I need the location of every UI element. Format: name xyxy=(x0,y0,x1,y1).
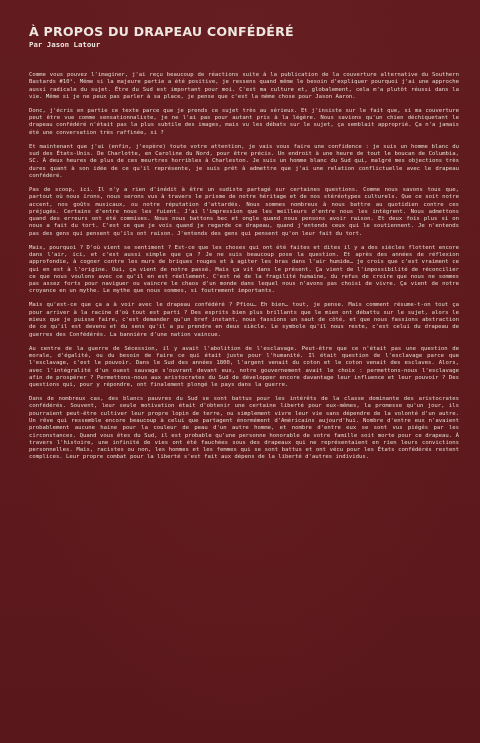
article-paragraph: Donc, j'écris en partie ce texte parce que je prends ce sujet très au sérieux. Et j'insiste sur le fait que, si ma couverture peut être vue comme sensationnaliste, je ne l'ai pas pour autant pris à la légère. Nous savions qu'un chien déchiquetant le drapeau confédéré n'était pas la plus subtile des images, mais vu les débats sur le sujet, ça semblait approprié. Ça n'a jamais été une conversation très raffinée, si ? xyxy=(29,107,459,136)
article-body xyxy=(29,72,459,468)
article-byline: Par Jason Latour xyxy=(29,40,101,49)
article-paragraph: Dans de nombreux cas, des blancs pauvres du Sud se sont battus pour les intérêts de la classe dominante des aristocrates confédérés. Souvent, leur seule motivation était d'obtenir une certaine liberté pour eux-mêmes, la promesse qu'un jour, ils pourraient peut-être cultiver leur propre lopin de terre, ou simplement vivre leur vie sans dépendre de la volonté d'un autre. Un rêve qui ressemble encore beaucoup à celui que partagent énormément d'Américains aujourd'hui. Nombre d'entre eux n'avaient probablement aucune haine pour la couleur de peau d'un autre homme, et nombre d'entre eux se sont vus piégés par les circonstances. Quand vous êtes du Sud, il est probable qu'une personne honorable de votre famille soit morte pour ce drapeau. À travers l'histoire, une infinité de vies ont été fauchées sous des drapeaux qui ne représentaient en rien leurs convictions personnelles. Mais, racistes ou non, les hommes et les femmes qui se sont battus et ont vécu pour les États confédérés restent complices. Leur propre combat pour la liberté s'est fait aux dépens de la liberté d'autres individus. xyxy=(29,396,459,461)
article-paragraph: Pas de scoop, ici. Il n'y a rien d'inédit à être un sudiste partagé sur certaines questions. Comme nous savons tous que, partout où nous irons, nous serons vus à travers le prisme de notre héritage et de nos stéréotypes culturels. Que ce soit notre accent, nos goûts musicaux, ou notre réputation d'attardés. Nous sommes nombreux à nous battre au quotidien contre ces préjugés. Certains d'entre nous les fuient. J'ai l'impression que les meilleurs d'entre nous les intègrent. Nous admettons quand des erreurs ont été commises. Nous nous battons bec et ongle quand nous pensons avoir raison. Et deux fois plus si on nous a fait du tort. C'est ce que je vois quand je regarde ce drapeau, quand j'entends ceux qui le soutiennent. Je n'entends pas des gens qui pensent qu'ils ont raison. J'entends des gens qui pensent qu'on leur fait du tort. xyxy=(29,186,459,237)
article-paragraph: Et maintenant que j'ai (enfin, j'espère) toute votre attention, je vais vous faire une confidence : je suis un homme blanc du sud des États-Unis. De Charlotte, en Caroline du Nord, pour être précis. Un endroit à une heure de tout le boucan de Columbia, SC. À deux heures de plus de ces meurtres horribles à Charleston. Je suis un homme blanc du Sud qui, malgré mes objections très dures quant à son idée de ce qu'il représente, je suis prêt à admettre que j'ai une relation conflictuelle avec le drapeau confédéré. xyxy=(29,143,459,179)
article-paragraph: Mais qu'est-ce que ça a à voir avec le drapeau confédéré ? Pfiou… Eh bien… tout, je pense. Mais comment résume-t-on tout ça pour arriver à la racine d'où tout est parti ? Des esprits bien plus brillants que le mien ont débattu sur le sujet, alors le mieux que je puisse faire, c'est demander qu'un bref instant, nous fassions un saut de côté, et que nous fassions abstraction de ce qu'il est devenu et du sens qu'il a pu prendre en deux siècle. Le symbole qu'il nous reste, c'est celui du drapeau de guerres des Confédérés. La bannière d'une nation vaincue. xyxy=(29,302,459,338)
article-title: À PROPOS DU DRAPEAU CONFÉDÉRÉ xyxy=(29,24,294,39)
article-paragraph: Mais, pourquoi ? D'où vient se sentiment ? Est-ce que les choses qui ont été faites et dites il y a des siècles flottent encore dans l'air, ici, et c'est aussi simple que ça ? Je ne suis beaucoup pose la question. Et après des années de réflexion approfondie, à cogner contre les murs de briques rouges et à agiter les bras dans l'air humide… je crois que c'est vraiment ce qui en est à l'origine. Oui, ça vient de notre passé. Mais ça vit dans le présent. Ça vient de l'impossibilité de réconcilier ce que nous voulons avec ce qu'il en est réellement. C'est né de la fragilité humaine, du refus de croire que nous ne sommes pas assez forts pour naviguer ou vaincre le chaos d'un monde dans lequel nous n'avons pas choisi de vivre. Ça vient de notre croyance en un mythe. Le mythe que nous sommes, si foutrement importants. xyxy=(29,244,459,295)
article-paragraph: Au centre de la guerre de Sécession, il y avait l'abolition de l'esclavage. Peut-être que ce n'était pas une question de morale, d'égalité, ou du besoin de faire ce qui était juste pour l'humanité. Il était question de l'esclavage parce que l'esclavage, c'est le pouvoir. Dans le Sud des années 1800, l'argent venait du coton et le coton venait des esclaves. Alors, avec l'intégralité d'un ouest sauvage s'ouvrant devant eux, notre gouvernement avait le choix : permettons-nous l'esclavage afin de prospérer ? Permettons-nous aux aristocrates du Sud de développer encore davantage leur influence et leur pouvoir ? Des questions qui, pour y répondre, ont finalement plongé le pays dans la guerre. xyxy=(29,345,459,389)
article-paragraph: Comme vous pouvez l'imaginer, j'ai reçu beaucoup de réactions suite à la publication de la couverture alternative du Southern Bastards #10¹. Même si la majeure partie a été positive, je ressens quand même le besoin d'expliquer pourquoi j'ai une approche aussi radicale du sujet. Être du Sud est important pour moi. C'est ma culture et, globalement, cela m'a plutôt réussi dans la vie. Même si je ne peux pas parler à sa place, je pense que c'est la même chose pour Jason Aaron. xyxy=(29,72,459,100)
